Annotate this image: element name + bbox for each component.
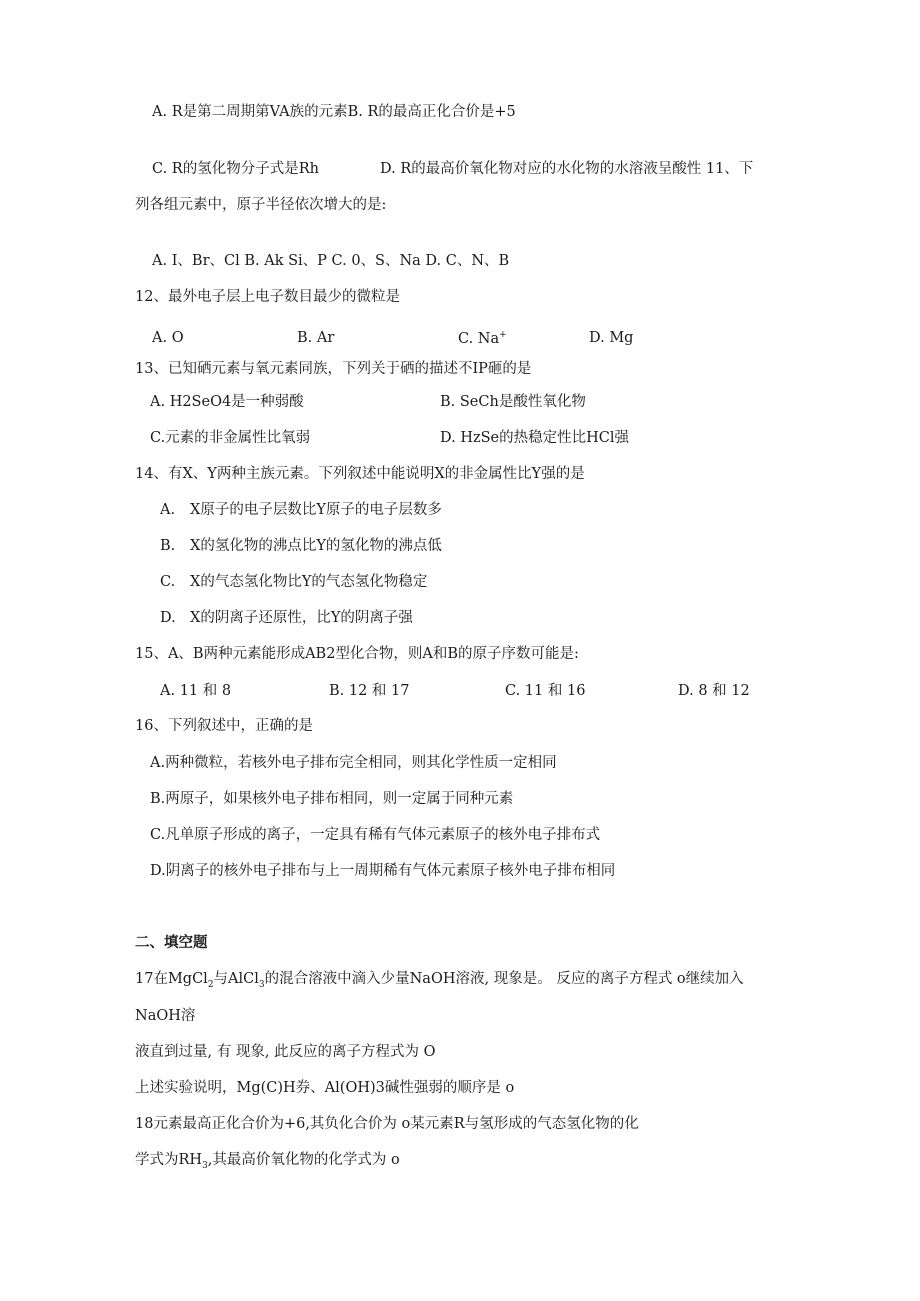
q16-stem: 16、下列叙述中，正确的是	[135, 718, 313, 734]
q16-option-b: B.两原子，如果核外电子排布相同，则一定属于同种元素	[150, 791, 514, 807]
q18-line-2	[135, 1152, 400, 1172]
q17-line-4: 上述实验说明，Mg(C)H券、Al(OH)3碱性强弱的顺序是 o	[135, 1080, 515, 1096]
q13-option-a: A. H2SeO4是一种弱酸	[150, 394, 304, 410]
q12-option-b: B. Ar	[297, 330, 335, 346]
q12-option-c-sup: +	[499, 330, 507, 340]
q17-sub-2: 3	[258, 979, 265, 990]
q16-option-c: C.凡单原子形成的离子，一定具有稀有气体元素原子的核外电子排布式	[150, 827, 601, 843]
q13-stem: 13、已知硒元素与氧元素同族，下列关于硒的描述不IP砸的是	[135, 361, 532, 377]
q18-line-1: 18元素最高正化合价为+6,其负化合价为 o某元素R与氢形成的气态氢化物的化	[135, 1116, 639, 1132]
q15-option-b: B. 12 和 17	[329, 683, 410, 699]
q16-option-a: A.两种微粒，若核外电子排布完全相同，则其化学性质一定相同	[150, 755, 557, 771]
q12-option-c	[458, 330, 507, 348]
q13-option-d: D. HzSe的热稳定性比HCl强	[440, 430, 630, 446]
q10-line-2b: D. R的最高价氧化物对应的水化物的水溶液呈酸性 11、下	[380, 161, 754, 177]
q10-line-1: A. R是第二周期第VA族的元素B. R的最高正化合价是+5	[152, 104, 516, 120]
q12-option-a: A. O	[152, 330, 184, 346]
q17-part-2: 与AlCl	[213, 971, 259, 987]
q13-option-c: C.元素的非金属性比氧弱	[150, 430, 311, 446]
q18-part-2: ,其最高价氧化物的化学式为 o	[207, 1152, 400, 1168]
q14-option-d: X的阴离子还原性，比Y的阴离子强	[190, 610, 413, 626]
q15-option-c: C. 11 和 16	[505, 683, 586, 699]
q15-option-d: D. 8 和 12	[678, 683, 750, 699]
q17-line-2: NaOH溶	[135, 1008, 196, 1024]
q12-option-c-text: C. Na	[458, 330, 500, 347]
q14-option-c: X的气态氢化物比Y的气态氢化物稳定	[190, 574, 428, 590]
section-heading: 二、填空题	[135, 935, 208, 951]
q10-line-2a: C. R的氢化物分子式是Rh	[152, 161, 319, 177]
q10-line-3: 列各组元素中，原子半径依次增大的是:	[135, 197, 387, 213]
q14-option-b: X的氢化物的沸点比Y的氢化物的沸点低	[190, 538, 442, 554]
q17-line-1	[135, 971, 744, 991]
q18-sub: 3	[202, 1160, 208, 1171]
q17-part-1: 17在MgCl	[135, 971, 208, 987]
q14-stem: 14、有X、Y两种主族元素。下列叙述中能说明X的非金属性比Y强的是	[135, 466, 585, 482]
q18-part-1: 学式为RH	[135, 1152, 203, 1168]
q17-part-3: 的混合溶液中滴入少量NaOH溶液, 现象是。 反应的离子方程式 o继续加入	[264, 971, 744, 987]
q17-sub-1: 2	[207, 979, 214, 990]
q12-option-d: D. Mg	[589, 330, 634, 346]
q14-option-a: X原子的电子层数比Y原子的电子层数多	[190, 502, 442, 518]
q16-option-d: D.阴离子的核外电子排布与上一周期稀有气体元素原子核外电子排布相同	[150, 863, 616, 879]
q13-option-b: B. SeCh是酸性氧化物	[440, 394, 586, 410]
q14-option-d-label: D.	[160, 610, 176, 626]
q12-stem: 12、最外电子层上电子数目最少的微粒是	[135, 289, 400, 305]
q14-option-a-label: A.	[160, 502, 176, 518]
q17-line-3: 液直到过量, 有 现象, 此反应的离子方程式为 O	[135, 1044, 436, 1060]
q15-option-a: A. 11 和 8	[160, 683, 232, 699]
q15-stem: 15、A、B两种元素能形成AB2型化合物，则A和B的原子序数可能是:	[135, 646, 579, 662]
q11-options: A. I、Br、Cl B. Ak Si、P C. 0、S、Na D. C、N、B	[152, 253, 510, 269]
q14-option-c-label: C.	[160, 574, 176, 590]
q14-option-b-label: B.	[160, 538, 176, 554]
